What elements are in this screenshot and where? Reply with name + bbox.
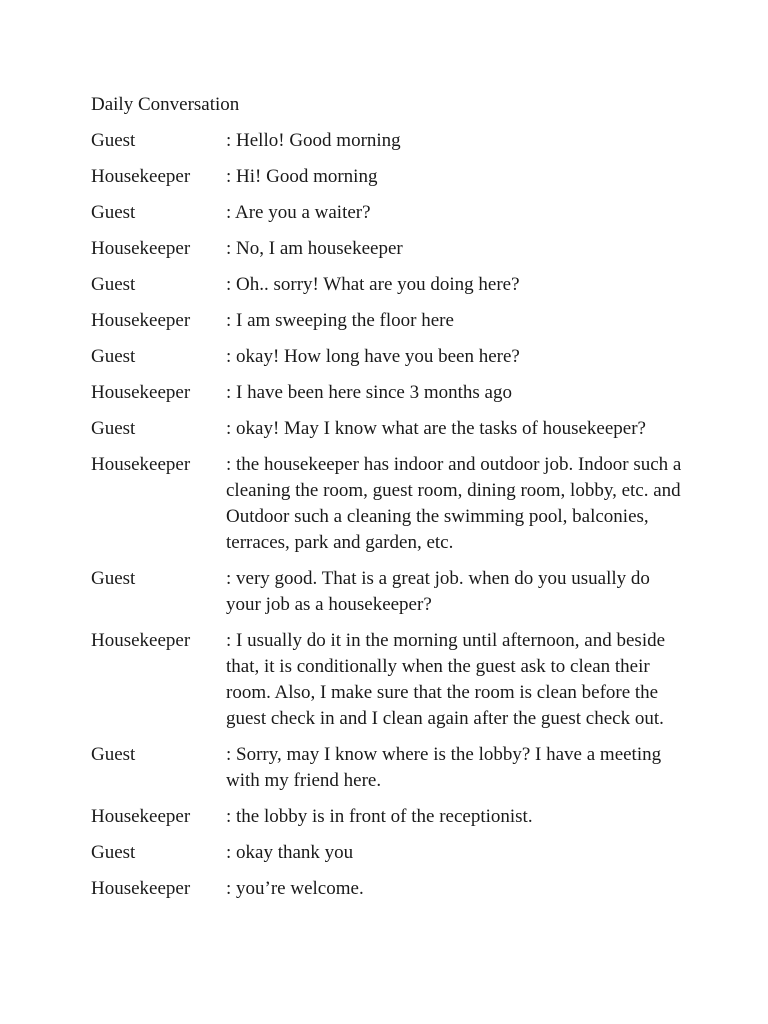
speaker-label: Guest xyxy=(91,274,136,295)
speaker-label: Housekeeper xyxy=(91,806,191,827)
dialogue-line: : I usually do it in the morning until afternoon, and beside that, it is conditionally when the guest ask to clean their room. Also, I make sure that the room is clean before the guest check in and I clean again after the guest check out. xyxy=(226,630,666,729)
speaker-label: Housekeeper xyxy=(91,878,191,899)
speaker-label: Guest xyxy=(91,418,136,439)
speaker-label: Guest xyxy=(91,130,136,151)
speaker-label: Housekeeper xyxy=(91,238,191,259)
dialogue-line: : I have been here since 3 months ago xyxy=(226,382,512,403)
dialogue-line: : Sorry, may I know where is the lobby? I have a meeting with my friend here. xyxy=(226,744,662,791)
dialogue-turn xyxy=(91,452,691,556)
dialogue-turn xyxy=(91,840,691,866)
dialogue-line: : very good. That is a great job. when do you usually do your job as a housekeeper? xyxy=(226,568,650,615)
speaker-label: Housekeeper xyxy=(91,166,191,187)
dialogue-line: : okay! May I know what are the tasks of housekeeper? xyxy=(226,418,646,439)
dialogue-turn xyxy=(91,628,691,732)
dialogue-line: : the lobby is in front of the receptionist. xyxy=(226,806,533,827)
dialogue-turn xyxy=(91,742,691,794)
speaker-label: Guest xyxy=(91,842,136,863)
dialogue-line: : I am sweeping the floor here xyxy=(226,310,454,331)
speaker-label: Guest xyxy=(91,744,136,765)
dialogue-line: : you’re welcome. xyxy=(226,878,364,899)
dialogue-line: : the housekeeper has indoor and outdoor job. Indoor such a cleaning the room, guest room, dining room, lobby, etc. and Outdoor such a cleaning the swimming pool, balconies, terraces, park and garden, etc. xyxy=(226,454,682,553)
dialogue-turn xyxy=(91,876,691,902)
speaker-label: Housekeeper xyxy=(91,310,191,331)
dialogue-line: : No, I am housekeeper xyxy=(226,238,403,259)
dialogue-turn xyxy=(91,236,691,262)
dialogue-turn xyxy=(91,344,691,370)
dialogue-turn xyxy=(91,128,691,154)
dialogue-turn xyxy=(91,566,691,618)
dialogue-turn xyxy=(91,804,691,830)
dialogue-line: : Are you a waiter? xyxy=(226,202,371,223)
document-title: Daily Conversation xyxy=(91,94,240,115)
dialogue-list xyxy=(91,128,691,912)
dialogue-line: : okay thank you xyxy=(226,842,354,863)
speaker-label: Housekeeper xyxy=(91,630,191,651)
speaker-label: Guest xyxy=(91,346,136,367)
speaker-label: Housekeeper xyxy=(91,454,191,475)
dialogue-turn xyxy=(91,416,691,442)
dialogue-turn xyxy=(91,200,691,226)
dialogue-line: : Hi! Good morning xyxy=(226,166,378,187)
dialogue-line: : okay! How long have you been here? xyxy=(226,346,520,367)
dialogue-turn xyxy=(91,308,691,334)
dialogue-turn xyxy=(91,164,691,190)
speaker-label: Guest xyxy=(91,568,136,589)
speaker-label: Housekeeper xyxy=(91,382,191,403)
dialogue-line: : Hello! Good morning xyxy=(226,130,401,151)
dialogue-turn xyxy=(91,380,691,406)
speaker-label: Guest xyxy=(91,202,136,223)
dialogue-line: : Oh.. sorry! What are you doing here? xyxy=(226,274,520,295)
dialogue-turn xyxy=(91,272,691,298)
